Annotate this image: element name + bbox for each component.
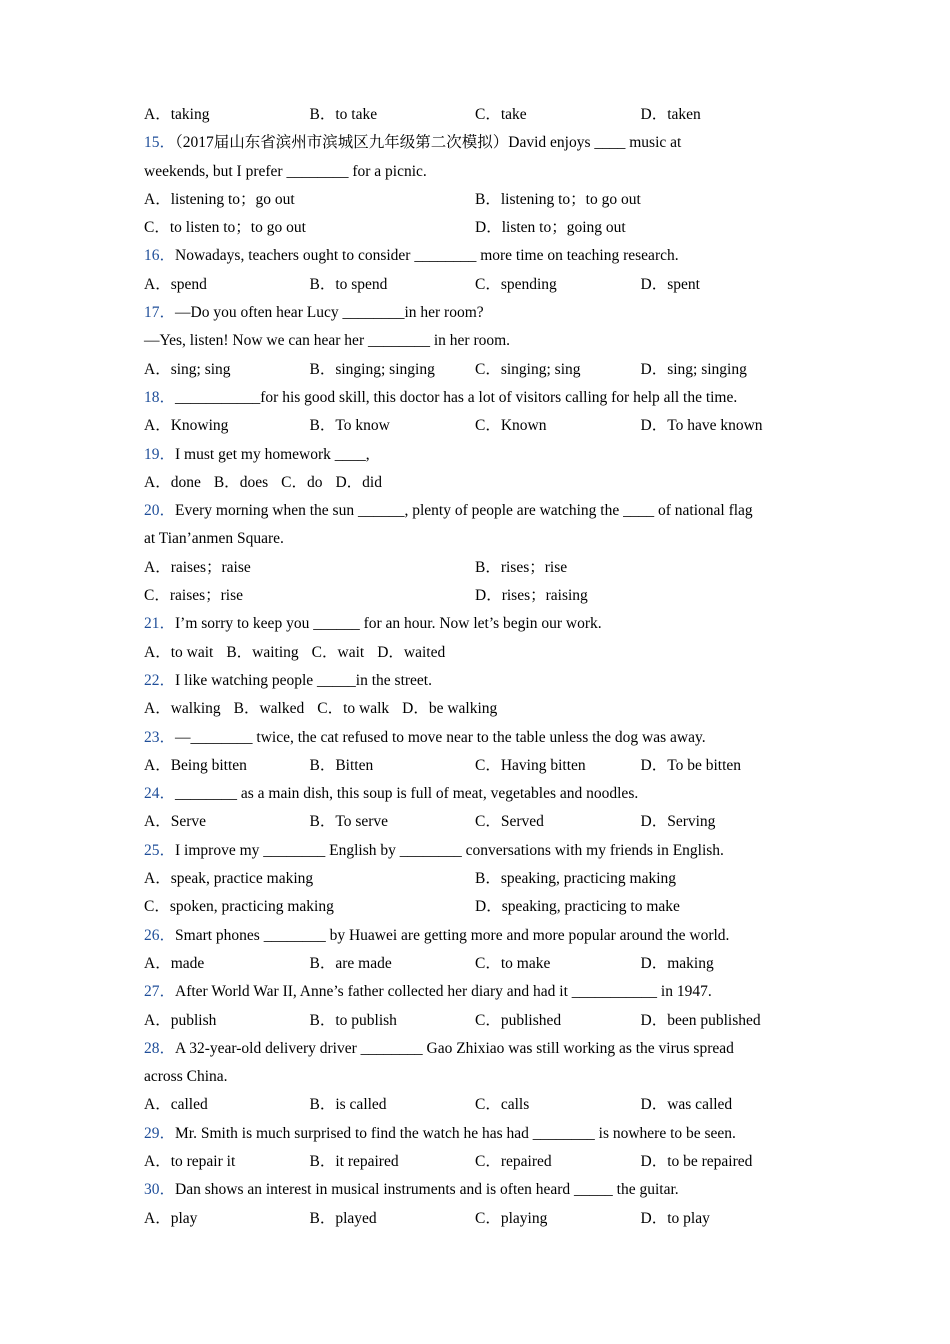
option-letter: A． <box>144 473 171 491</box>
options-row <box>144 1007 810 1035</box>
answer-option <box>475 1091 641 1119</box>
options-row <box>144 1148 810 1176</box>
answer-option <box>475 582 806 610</box>
answer-option <box>475 356 641 384</box>
option-text: played <box>335 1209 377 1227</box>
question-stem <box>144 667 810 695</box>
option-text: raises；raise <box>170 558 251 576</box>
option-letter: A． <box>144 813 171 831</box>
question-number: 15． <box>144 134 176 152</box>
option-letter: A． <box>144 190 171 208</box>
option-text: raises；rise <box>169 587 244 605</box>
option-letter: C． <box>281 473 307 491</box>
answer-option <box>144 186 475 214</box>
answer-option <box>475 412 641 440</box>
option-text: taking <box>170 106 210 123</box>
option-text: do <box>306 473 323 491</box>
option-text: speaking, practicing making <box>500 870 677 888</box>
answer-option <box>641 1148 807 1176</box>
option-letter: C． <box>475 1011 501 1029</box>
option-letter: A． <box>144 870 171 888</box>
question-block <box>144 441 810 498</box>
question-number: 21． <box>144 615 176 633</box>
option-text: to take <box>335 106 378 123</box>
question-number: 29． <box>144 1124 176 1142</box>
option-letter: D． <box>640 106 668 123</box>
question-block <box>144 1120 810 1177</box>
question-block <box>144 101 810 129</box>
option-text: published <box>500 1011 562 1029</box>
option-text: take <box>500 106 527 123</box>
option-letter: D． <box>335 473 363 491</box>
option-letter: A． <box>144 558 171 576</box>
option-text: Knowing <box>170 417 229 435</box>
question-stem <box>144 299 810 327</box>
question-number: 23． <box>144 728 176 746</box>
question-text: —________ twice, the cat refused to move near to the table unless the dog was away. <box>175 728 706 746</box>
option-text: singing; sing <box>500 360 581 378</box>
answer-option <box>475 214 806 242</box>
question-text: I improve my ________ English by ________ conversations with my friends in English. <box>175 841 724 859</box>
answer-option <box>475 554 806 582</box>
option-letter: D． <box>640 1096 668 1114</box>
answer-option <box>310 356 476 384</box>
option-text: to walk <box>343 700 390 718</box>
option-text: singing; singing <box>335 360 435 378</box>
option-letter: B． <box>309 1096 336 1114</box>
question-text: I must get my homework ____, <box>175 445 370 463</box>
option-text: is called <box>335 1096 387 1114</box>
answer-option <box>641 1205 807 1233</box>
option-letter: D． <box>475 898 502 916</box>
option-text: to make <box>500 954 551 972</box>
question-text: （2017届山东省滨州市滨城区九年级第二次模拟）David enjoys ____ music at <box>175 134 682 152</box>
option-text: sing; singing <box>667 360 747 378</box>
options-row <box>144 639 810 667</box>
question-stem-continued <box>144 158 810 186</box>
question-stem <box>144 497 810 525</box>
option-letter: B． <box>233 700 260 718</box>
option-text: been published <box>667 1011 761 1029</box>
question-number: 17． <box>144 304 176 322</box>
option-letter: C． <box>475 360 501 378</box>
option-letter: B． <box>309 1011 336 1029</box>
option-letter: B． <box>475 870 501 888</box>
option-letter: D． <box>640 1011 668 1029</box>
option-text: to listen to；to go out <box>169 219 306 237</box>
answer-option <box>144 752 310 780</box>
option-text: Served <box>500 813 544 831</box>
answer-option <box>144 893 475 921</box>
answer-option <box>144 644 213 661</box>
answer-option <box>335 474 382 491</box>
question-block <box>144 978 810 1035</box>
option-text: speak, practice making <box>170 870 314 888</box>
option-letter: D． <box>402 700 429 718</box>
question-number: 28． <box>144 1039 176 1057</box>
answer-option <box>475 865 806 893</box>
answer-option <box>641 950 807 978</box>
option-letter: A． <box>144 1011 171 1029</box>
question-stem <box>144 724 810 752</box>
question-block <box>144 922 810 979</box>
answer-option <box>144 1091 310 1119</box>
options-row <box>144 214 810 242</box>
question-number: 25． <box>144 841 176 859</box>
answer-option <box>144 1148 310 1176</box>
answer-option <box>310 752 476 780</box>
question-block <box>144 242 810 299</box>
option-text: are made <box>335 954 392 972</box>
question-number: 26． <box>144 926 176 944</box>
answer-option <box>310 1007 476 1035</box>
question-stem <box>144 1120 810 1148</box>
answer-option <box>310 1148 476 1176</box>
option-letter: D． <box>640 1209 668 1227</box>
question-block <box>144 780 810 837</box>
answer-option <box>475 1148 641 1176</box>
option-letter: B． <box>475 558 501 576</box>
option-text: playing <box>500 1209 548 1227</box>
options-row <box>144 950 810 978</box>
answer-option <box>144 271 310 299</box>
answer-option <box>641 101 807 129</box>
question-block <box>144 610 810 667</box>
option-letter: B． <box>309 106 336 123</box>
answer-option <box>310 1205 476 1233</box>
answer-option <box>144 865 475 893</box>
option-letter: B． <box>309 756 336 774</box>
option-letter: D． <box>640 756 668 774</box>
question-stem <box>144 978 810 1006</box>
question-number: 18． <box>144 388 176 406</box>
question-stem <box>144 384 810 412</box>
question-text: ___________for his good skill, this doctor has a lot of visitors calling for help all the time. <box>175 388 738 406</box>
option-text: spending <box>500 275 557 293</box>
option-text: speaking, practicing to make <box>501 898 680 916</box>
options-row <box>144 1205 810 1233</box>
question-text: Dan shows an interest in musical instruments and is often heard _____ the guitar. <box>175 1181 679 1199</box>
option-text: listen to；going out <box>501 219 626 237</box>
option-letter: C． <box>144 898 170 916</box>
options-row <box>144 893 810 921</box>
answer-option <box>475 1205 641 1233</box>
option-letter: A． <box>144 360 171 378</box>
option-letter: A． <box>144 275 171 293</box>
question-stem-continued <box>144 1063 810 1091</box>
question-text: After World War II, Anne’s father collected her diary and had it ___________ in 1947. <box>175 983 712 1001</box>
options-row <box>144 582 810 610</box>
option-letter: D． <box>640 360 668 378</box>
question-list <box>144 101 810 1233</box>
question-block <box>144 497 810 610</box>
option-text: to spend <box>335 275 388 293</box>
option-text: to publish <box>335 1011 397 1029</box>
answer-option <box>475 101 641 129</box>
answer-option <box>641 752 807 780</box>
option-text: waited <box>403 643 446 661</box>
option-letter: D． <box>475 219 502 237</box>
answer-option <box>144 356 310 384</box>
answer-option <box>226 644 298 661</box>
answer-option <box>475 950 641 978</box>
option-letter: B． <box>475 190 501 208</box>
answer-option <box>641 1007 807 1035</box>
option-letter: B． <box>309 360 336 378</box>
option-letter: A． <box>144 954 171 972</box>
question-stem <box>144 837 810 865</box>
option-text: to be repaired <box>667 1152 753 1170</box>
option-letter: C． <box>475 1152 501 1170</box>
options-row <box>144 1091 810 1119</box>
options-row <box>144 271 810 299</box>
answer-option <box>641 1091 807 1119</box>
option-text: repaired <box>500 1152 552 1170</box>
option-letter: C． <box>475 417 501 435</box>
answer-option <box>317 700 389 717</box>
option-text: making <box>667 954 714 972</box>
options-row <box>144 752 810 780</box>
option-letter: C． <box>317 700 344 718</box>
question-text: I’m sorry to keep you ______ for an hour. Now let’s begin our work. <box>175 615 602 633</box>
question-stem-continued <box>144 525 810 553</box>
question-text: across China. <box>144 1068 228 1086</box>
option-letter: C． <box>311 643 338 661</box>
option-text: was called <box>667 1096 733 1114</box>
option-text: publish <box>170 1011 217 1029</box>
option-text: listening to；go out <box>170 190 295 208</box>
options-row <box>144 469 810 497</box>
answer-option <box>310 412 476 440</box>
question-text: I like watching people _____in the street. <box>175 671 432 689</box>
question-number: 19． <box>144 445 176 463</box>
option-text: To have known <box>667 417 763 435</box>
answer-option <box>377 644 445 661</box>
options-row <box>144 865 810 893</box>
option-text: Being bitten <box>170 756 247 774</box>
option-text: walked <box>259 700 305 718</box>
answer-option <box>475 186 806 214</box>
answer-option <box>641 412 807 440</box>
question-block <box>144 1035 810 1120</box>
option-text: to play <box>667 1209 710 1227</box>
option-text: to wait <box>170 643 214 661</box>
option-text: To know <box>335 417 390 435</box>
question-text: A 32-year-old delivery driver ________ Gao Zhixiao was still working as the virus spread <box>175 1039 734 1057</box>
answer-option <box>310 271 476 299</box>
option-text: spoken, practicing making <box>169 898 334 916</box>
option-text: play <box>170 1209 198 1227</box>
option-text: Serve <box>170 813 206 831</box>
option-text: be walking <box>428 700 498 718</box>
option-letter: D． <box>640 417 668 435</box>
answer-option <box>281 474 322 491</box>
question-number: 16． <box>144 247 176 265</box>
answer-option <box>144 950 310 978</box>
option-text: listening to；to go out <box>500 190 641 208</box>
question-number: 24． <box>144 785 176 803</box>
question-text: —Yes, listen! Now we can hear her ________ in her room. <box>144 332 511 350</box>
option-text: rises；raising <box>501 587 588 605</box>
option-letter: C． <box>475 1209 501 1227</box>
option-letter: A． <box>144 756 171 774</box>
question-text: ________ as a main dish, this soup is full of meat, vegetables and noodles. <box>175 785 639 803</box>
option-text: spend <box>170 275 207 293</box>
question-text: Mr. Smith is much surprised to find the watch he has had ________ is nowhere to be seen. <box>175 1124 736 1142</box>
options-row <box>144 101 810 129</box>
option-letter: A． <box>144 700 171 718</box>
option-text: Serving <box>667 813 716 831</box>
question-stem-continued <box>144 327 810 355</box>
answer-option <box>144 1205 310 1233</box>
option-letter: B． <box>213 473 240 491</box>
answer-option <box>310 950 476 978</box>
option-letter: B． <box>309 275 336 293</box>
question-stem <box>144 1176 810 1204</box>
option-text: Known <box>500 417 547 435</box>
question-block <box>144 129 810 242</box>
answer-option <box>310 808 476 836</box>
answer-option <box>144 412 310 440</box>
option-letter: C． <box>475 954 501 972</box>
question-stem <box>144 780 810 808</box>
question-stem <box>144 922 810 950</box>
option-letter: B． <box>309 417 336 435</box>
question-block <box>144 1176 810 1233</box>
option-letter: D． <box>640 1152 668 1170</box>
option-letter: B． <box>309 954 336 972</box>
option-text: called <box>170 1096 208 1114</box>
answer-option <box>641 356 807 384</box>
option-letter: A． <box>144 417 171 435</box>
option-letter: A． <box>144 1209 171 1227</box>
option-letter: C． <box>475 756 501 774</box>
option-text: To serve <box>335 813 389 831</box>
option-letter: C． <box>475 1096 501 1114</box>
answer-option <box>144 101 310 129</box>
answer-option <box>475 271 641 299</box>
option-text: calls <box>500 1096 530 1114</box>
question-text: Nowadays, teachers ought to consider ________ more time on teaching research. <box>175 247 679 265</box>
option-text: sing; sing <box>170 360 231 378</box>
option-letter: C． <box>475 106 501 123</box>
question-number: 30． <box>144 1181 176 1199</box>
question-block <box>144 667 810 724</box>
option-text: taken <box>667 106 701 123</box>
answer-option <box>144 808 310 836</box>
option-letter: D． <box>377 643 404 661</box>
question-stem <box>144 242 810 270</box>
option-text: waiting <box>252 643 299 661</box>
answer-option <box>234 700 305 717</box>
option-text: made <box>170 954 205 972</box>
option-letter: B． <box>226 643 253 661</box>
answer-option <box>312 644 365 661</box>
answer-option <box>475 893 806 921</box>
answer-option <box>475 752 641 780</box>
option-letter: D． <box>640 275 668 293</box>
option-text: To be bitten <box>667 756 742 774</box>
options-row <box>144 554 810 582</box>
question-block <box>144 837 810 922</box>
option-letter: A． <box>144 1096 171 1114</box>
options-row <box>144 808 810 836</box>
answer-option <box>475 1007 641 1035</box>
question-number: 22． <box>144 671 176 689</box>
answer-option <box>641 271 807 299</box>
answer-option <box>144 700 221 717</box>
question-block <box>144 724 810 781</box>
answer-option <box>144 474 201 491</box>
options-row <box>144 186 810 214</box>
option-letter: B． <box>309 1209 336 1227</box>
option-letter: C． <box>144 587 170 605</box>
option-letter: B． <box>309 1152 336 1170</box>
answer-option <box>214 474 268 491</box>
question-number: 20． <box>144 502 176 520</box>
option-letter: C． <box>475 813 501 831</box>
question-text: Smart phones ________ by Huawei are getting more and more popular around the world. <box>175 926 730 944</box>
option-letter: D． <box>640 813 668 831</box>
answer-option <box>402 700 497 717</box>
question-stem <box>144 610 810 638</box>
answer-option <box>144 214 475 242</box>
option-letter: B． <box>309 813 336 831</box>
option-text: done <box>170 473 201 491</box>
question-block <box>144 384 810 441</box>
option-letter: A． <box>144 643 171 661</box>
question-text: weekends, but I prefer ________ for a picnic. <box>144 162 427 180</box>
options-row <box>144 412 810 440</box>
option-letter: A． <box>144 106 171 123</box>
option-letter: D． <box>475 587 502 605</box>
answer-option <box>641 808 807 836</box>
option-text: does <box>239 473 269 491</box>
answer-option <box>310 1091 476 1119</box>
option-text: walking <box>170 700 221 718</box>
option-text: Having bitten <box>500 756 586 774</box>
option-letter: D． <box>640 954 668 972</box>
question-stem <box>144 441 810 469</box>
answer-option <box>144 1007 310 1035</box>
question-number: 27． <box>144 983 176 1001</box>
option-text: spent <box>667 275 700 293</box>
answer-option <box>310 101 476 129</box>
answer-option <box>144 582 475 610</box>
option-text: did <box>362 473 382 491</box>
question-text: at Tian’anmen Square. <box>144 530 284 548</box>
option-text: wait <box>337 643 365 661</box>
option-text: it repaired <box>335 1152 399 1170</box>
options-row <box>144 695 810 723</box>
question-stem <box>144 1035 810 1063</box>
question-block <box>144 299 810 384</box>
option-letter: C． <box>475 275 501 293</box>
option-letter: C． <box>144 219 170 237</box>
answer-option <box>475 808 641 836</box>
answer-option <box>144 554 475 582</box>
question-text: Every morning when the sun ______, plenty of people are watching the ____ of national flag <box>175 502 753 520</box>
question-stem <box>144 129 810 157</box>
options-row <box>144 356 810 384</box>
option-text: to repair it <box>170 1152 236 1170</box>
option-text: rises；rise <box>500 558 568 576</box>
option-letter: A． <box>144 1152 171 1170</box>
question-text: —Do you often hear Lucy ________in her room? <box>175 304 484 322</box>
option-text: Bitten <box>335 756 374 774</box>
